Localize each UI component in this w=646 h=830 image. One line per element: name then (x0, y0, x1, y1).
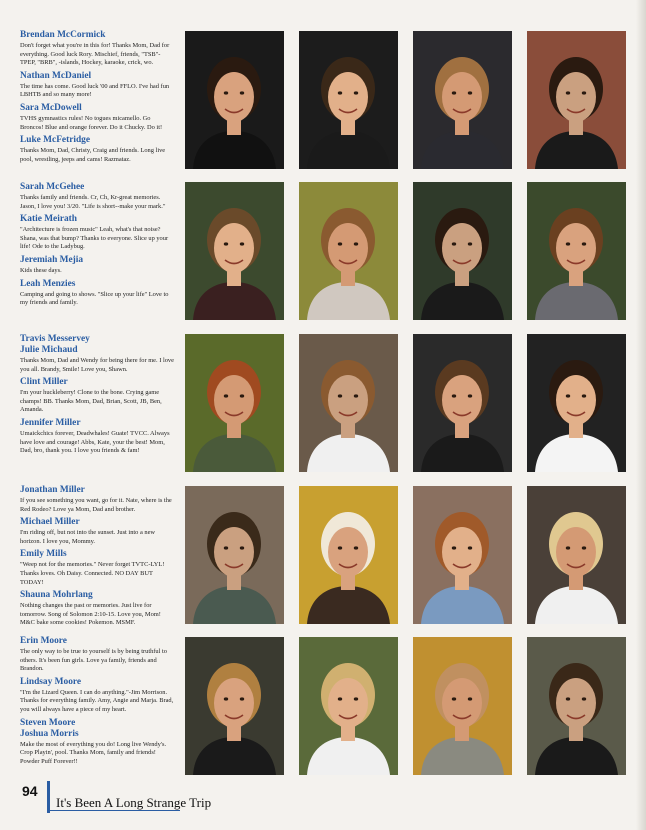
portrait-eye (240, 242, 244, 245)
student-portrait-photo (527, 31, 626, 169)
portrait-eye (224, 546, 228, 549)
student-name: Shauna Mohrlang (20, 590, 93, 601)
student-name: Travis Messervey (20, 334, 90, 344)
portrait-illustration (185, 637, 284, 775)
portrait-illustration (185, 31, 284, 169)
portrait-illustration (185, 486, 284, 624)
portrait-eye (224, 91, 228, 94)
portrait-eye (354, 242, 358, 245)
portrait-eye (240, 394, 244, 397)
portrait-illustration (185, 334, 284, 472)
student-bio: "Architecture is frozen music" Leah, what's that noise? Shana, was that bump? Thanks to everyone. Slice up your life! Ode to the Ladybug. (20, 226, 169, 251)
student-portrait-photo (413, 31, 512, 169)
portrait-eye (452, 91, 456, 94)
portrait-face (214, 223, 254, 273)
portrait-face (442, 527, 482, 577)
student-portrait-photo (527, 486, 626, 624)
student-bio: I'm riding off, but not into the sunset. Just into a new horizon. I love you, Mommy. (20, 529, 156, 545)
page-binding-edge (636, 0, 646, 830)
portrait-illustration (299, 637, 398, 775)
bio-column-row-4 (20, 485, 174, 631)
portrait-eye (468, 242, 472, 245)
student-portrait-photo (185, 486, 284, 624)
student-portrait-photo (185, 637, 284, 775)
bio-column-row-5 (20, 636, 174, 769)
student-portrait-photo (299, 486, 398, 624)
student-name: Michael Miller (20, 517, 80, 528)
portrait-eye (354, 697, 358, 700)
student-bio: Umaickchics forever, Deadwhales! Guate! TVCC. Always have love and courage! Abbs, Kate, your the best! Mom, Dad, bro, thank you. I love you friends & fam! (20, 429, 170, 455)
page-number: 94 (22, 783, 38, 799)
student-name: Emily Mills (20, 549, 67, 560)
portrait-face (556, 223, 596, 273)
student-name: Luke McFetridge (20, 135, 91, 146)
portrait-eye (354, 394, 358, 397)
student-portrait-photo (185, 334, 284, 472)
portrait-face (328, 223, 368, 273)
student-bio: Make the most of everything you do! Long live Wendy's. Crop Playin', pool. Thanks Mom, family and friends! Powder Puff Forever!! (20, 740, 167, 765)
student-portrait-photo (413, 637, 512, 775)
portrait-face (556, 527, 596, 577)
portrait-face (214, 375, 254, 425)
student-portrait-photo (185, 31, 284, 169)
portrait-illustration (413, 637, 512, 775)
portrait-illustration (413, 486, 512, 624)
portrait-face (442, 223, 482, 273)
portrait-face (214, 527, 254, 577)
portrait-eye (452, 394, 456, 397)
portrait-illustration (527, 334, 626, 472)
portrait-eye (240, 546, 244, 549)
student-name: Clint Miller (20, 377, 68, 388)
portrait-eye (224, 394, 228, 397)
student-portrait-photo (299, 31, 398, 169)
portrait-face (328, 678, 368, 728)
portrait-eye (566, 697, 570, 700)
student-bio: Thanks Mom, Dad, Christy, Craig and friends. Long live pool, wrestling, jeeps and cams! Razmataz. (20, 147, 166, 163)
portrait-face (442, 72, 482, 122)
portrait-eye (468, 697, 472, 700)
portrait-face (214, 678, 254, 728)
portrait-eye (566, 394, 570, 397)
portrait-illustration (413, 334, 512, 472)
portrait-face (556, 375, 596, 425)
portrait-eye (566, 546, 570, 549)
student-name: Nathan McDaniel (20, 70, 92, 81)
student-bio: Thanks Mom, Dad and Wendy for being there for me. I love you all. Brandy, Smile! Love you, Shawn. (20, 357, 174, 373)
portrait-eye (468, 546, 472, 549)
portrait-eye (240, 91, 244, 94)
student-name: Katie Meirath (20, 214, 78, 225)
student-name: Jeremiah Mejia (20, 254, 84, 265)
portrait-eye (338, 91, 342, 94)
portrait-face (328, 72, 368, 122)
portrait-eye (354, 546, 358, 549)
portrait-illustration (413, 31, 512, 169)
student-portrait-photo (299, 182, 398, 320)
portrait-eye (224, 697, 228, 700)
student-name: Lindsay Moore (20, 676, 82, 687)
student-name: Sarah McGehee (20, 182, 85, 192)
student-bio: The time has come. Good luck '00 and FFLO. I've had fun LBHTB and so many more! (20, 82, 170, 99)
portrait-illustration (299, 486, 398, 624)
portrait-eye (566, 242, 570, 245)
portrait-eye (468, 394, 472, 397)
student-bio: The only way to be true to yourself is by being truthful to others. It's been fun girls. Love ya family, friends and Brandon. (20, 648, 167, 673)
student-portrait-photo (413, 182, 512, 320)
student-portrait-photo (299, 334, 398, 472)
student-name: Joshua Morris (20, 728, 79, 739)
student-bio: If you see something you want, go for it. Nate, where is the Red Rodeo? Love ya Mom, Dad and brother. (20, 497, 172, 513)
student-bio: Don't forget what you're in this for! Thanks Mom, Dad for everything. Good luck Rory. Mischief, friends, "TSB"-TPEP, "BRB", -islands, Hockey, karaoke, crick, wo. (20, 42, 170, 67)
student-name: Erin Moore (20, 636, 67, 646)
portrait-face (214, 72, 254, 122)
student-portrait-photo (527, 334, 626, 472)
student-name: Julie Michaud (20, 345, 78, 355)
student-portrait-photo (299, 637, 398, 775)
student-bio: Camping and going to shows. "Slice up your life" Love to my friends and family. (20, 290, 169, 307)
portrait-eye (582, 91, 586, 94)
student-bio: Thanks family and friends. Cr, Ch, Kr-great memories. Jason, I love you! 3/20. "Life is short--make your mark." (20, 194, 166, 210)
portrait-eye (338, 546, 342, 549)
footer-accent-bar (47, 781, 50, 813)
student-portrait-photo (185, 182, 284, 320)
portrait-eye (582, 242, 586, 245)
portrait-face (442, 678, 482, 728)
student-portrait-photo (527, 637, 626, 775)
portrait-illustration (527, 182, 626, 320)
student-name: Jennifer Miller (20, 417, 81, 428)
portrait-face (442, 375, 482, 425)
portrait-eye (224, 242, 228, 245)
student-portrait-photo (413, 334, 512, 472)
portrait-face (556, 678, 596, 728)
portrait-face (328, 375, 368, 425)
portrait-illustration (527, 486, 626, 624)
portrait-illustration (299, 182, 398, 320)
portrait-eye (338, 394, 342, 397)
portrait-eye (468, 91, 472, 94)
student-bio: "I'm the Lizard Queen. I can do anything."-Jim Morrison. Thanks for everything family. Amy, Angie and Marja. Brad, you will always have a piece of my heart. (20, 688, 174, 713)
portrait-illustration (299, 31, 398, 169)
portrait-eye (452, 242, 456, 245)
portrait-illustration (185, 182, 284, 320)
student-name: Jonathan Miller (20, 485, 85, 495)
student-portrait-photo (527, 182, 626, 320)
portrait-face (328, 527, 368, 577)
portrait-eye (354, 91, 358, 94)
student-name: Steven Moore (20, 717, 76, 728)
page-theme-title: It's Been A Long Strange Trip (56, 795, 212, 810)
portrait-eye (582, 697, 586, 700)
student-bio: Kids these days. (20, 266, 62, 274)
portrait-eye (566, 91, 570, 94)
student-bio: TVHS gymnastics rules! No togues micamello. Go Broncos! Blue and orange forever. Do it Chucky. Do it! (20, 114, 163, 131)
bio-column-row-1 (20, 30, 174, 167)
student-name: Brendan McCormick (20, 30, 106, 40)
student-portrait-photo (413, 486, 512, 624)
portrait-eye (582, 394, 586, 397)
portrait-eye (452, 546, 456, 549)
bio-column-row-3 (20, 334, 174, 459)
student-name: Sara McDowell (20, 102, 82, 113)
portrait-illustration (413, 182, 512, 320)
portrait-face (556, 72, 596, 122)
portrait-illustration (527, 31, 626, 169)
portrait-eye (338, 697, 342, 700)
bio-column-row-2 (20, 182, 174, 311)
portrait-eye (452, 697, 456, 700)
student-bio: Nothing changes the past or memories. Just live for tomorrow. Song of Solomon 2:10-15. Love you, Mom! M&C bake some cookies! Pokemon. MSMF. (20, 602, 161, 627)
portrait-eye (582, 546, 586, 549)
portrait-illustration (299, 334, 398, 472)
portrait-illustration (527, 637, 626, 775)
student-bio: "Weep not for the memories." Never forget TVTC-LYL! Thanks loves. Oh Daisy. Connected. NO DAY BUT TODAY! (20, 561, 165, 586)
student-name: Leah Menzies (20, 278, 76, 289)
portrait-eye (240, 697, 244, 700)
portrait-eye (338, 242, 342, 245)
student-bio: I'm your huckleberry! Clone to the bone. Crying game champs! BB. Thanks Mom, Dad, Brian, Scott, JB, Ben, Amanda. (20, 389, 162, 414)
